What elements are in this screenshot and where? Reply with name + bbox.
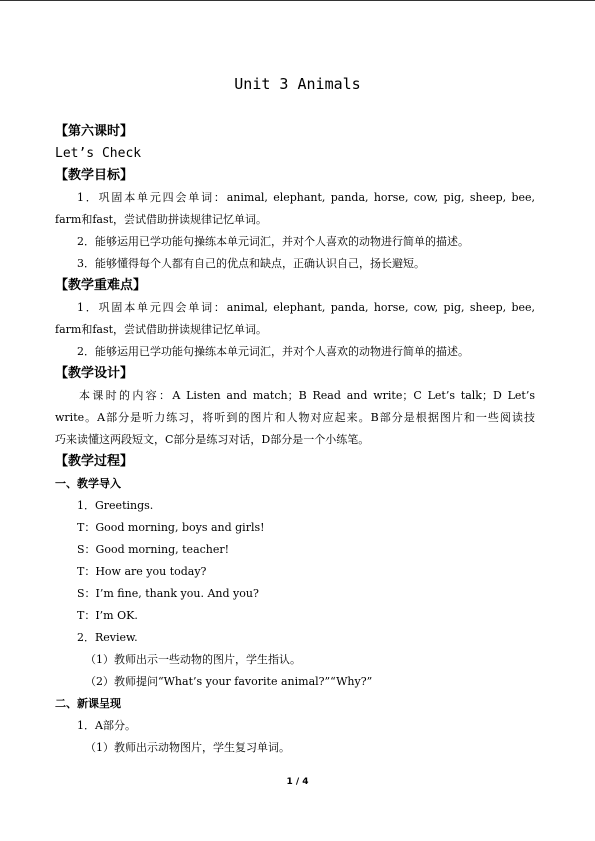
lesson-name: Let’s Check — [55, 146, 142, 161]
design-line: write。A部分是听力练习，将听到的图片和人物对应起来。B部分是根据图片和一些阅读技 — [55, 411, 535, 424]
goal-line: 1．巩固本单元四会单词：animal, elephant, panda, horse, cow, pig, sheep, bee, — [77, 191, 535, 204]
goal-line: 2．能够运用已学功能句操练本单元词汇，并对个人喜欢的动物进行简单的描述。 — [77, 235, 469, 248]
process-subline: （1）教师出示一些动物的图片，学生指认。 — [85, 653, 301, 666]
process-line: 2．Review. — [77, 631, 138, 644]
document-body — [55, 121, 535, 759]
lesson-heading: 【第六课时】 — [55, 124, 134, 139]
page-title: Unit 3 Animals — [234, 75, 361, 93]
process-line: T：Good morning, boys and girls! — [77, 521, 265, 534]
process-subline: （2）教师提问“What’s your favorite animal?”“Why?” — [85, 675, 373, 688]
process-line: 1．Greetings. — [77, 499, 154, 512]
process-line: S：I’m fine, thank you. And you? — [77, 587, 259, 600]
design-heading: 【教学设计】 — [55, 366, 134, 381]
process-line: T：How are you today? — [77, 565, 207, 578]
key-line: 1．巩固本单元四会单词：animal, elephant, panda, horse, cow, pig, sheep, bee, — [77, 301, 535, 314]
process-line: T：I’m OK. — [77, 609, 138, 622]
key-line: farm和fast，尝试借助拼读规律记忆单词。 — [55, 323, 268, 336]
goal-line: farm和fast，尝试借助拼读规律记忆单词。 — [55, 213, 268, 226]
process-line: S：Good morning, teacher! — [77, 543, 230, 556]
section-heading: 一、教学导入 — [55, 477, 121, 490]
key-line: 2．能够运用已学功能句操练本单元词汇，并对个人喜欢的动物进行简单的描述。 — [77, 345, 469, 358]
process-subline: （1）教师出示动物图片，学生复习单词。 — [85, 741, 290, 754]
process-heading: 【教学过程】 — [55, 454, 134, 469]
design-line: 本课时的内容：A Listen and match；B Read and write；C Let’s talk；D Let’s — [79, 389, 535, 402]
page-number: 1 / 4 — [286, 777, 309, 787]
top-border — [0, 0, 595, 1]
process-line: 1．A部分。 — [77, 719, 136, 732]
section-heading: 二、新课呈现 — [55, 697, 121, 710]
design-line: 巧来读懂这两段短文，C部分是练习对话，D部分是一个小练笔。 — [55, 433, 370, 446]
goal-line: 3．能够懂得每个人都有自己的优点和缺点，正确认识自己，扬长避短。 — [77, 257, 425, 270]
keys-heading: 【教学重难点】 — [55, 278, 147, 293]
goals-heading: 【教学目标】 — [55, 168, 134, 183]
